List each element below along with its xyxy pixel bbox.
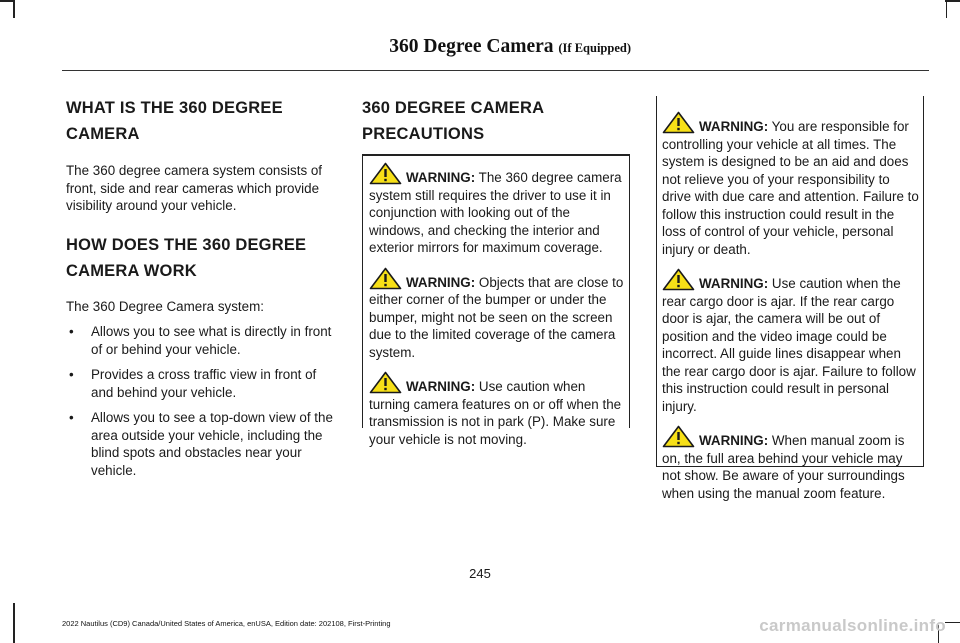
list-item-text: Allows you to see what is directly in front of or behind your vehicle. <box>91 324 332 357</box>
crop-mark <box>13 603 15 643</box>
page-title-sub: (If Equipped) <box>558 41 631 55</box>
warning-keyword: WARNING: <box>699 276 769 291</box>
bullet-icon: • <box>69 410 74 425</box>
warning-text: You are responsible for controlling your vehicle at all times. The system is designed to be an aid and does not relieve you of your responsibility to drive with due care and attention. Failure to follow this instruction could result in the loss of control of your vehicle, personal injury or death. <box>662 119 919 257</box>
page-title-main: 360 Degree Camera <box>389 36 554 57</box>
section-heading-precautions <box>362 96 632 146</box>
warning-triangle-icon <box>369 371 402 394</box>
page-number: 245 <box>469 566 491 581</box>
warning-box-right <box>656 96 924 501</box>
warning-block <box>662 425 920 502</box>
bullet-icon: • <box>69 367 74 382</box>
warning-text: When manual zoom is on, the full area behind your vehicle may not show. Be aware of your surroundings when using the manual zoom feature. <box>662 433 905 501</box>
crop-mark <box>946 0 948 18</box>
header-rule <box>62 70 929 71</box>
page-title <box>0 36 960 58</box>
warning-block <box>369 162 626 257</box>
warning-text: Use caution when the rear cargo door is ajar. If the rear cargo door is ajar, the camera will be out of position and the video image could be incorrect. All guide lines disappear when the rear cargo door is ajar. Failure to follow this instruction could result in personal injury. <box>662 276 916 414</box>
left-column <box>66 96 338 479</box>
warning-keyword: WARNING: <box>406 379 476 394</box>
feature-list <box>66 323 338 479</box>
warning-triangle-icon <box>662 425 695 448</box>
heading-line: HOW DOES THE 360 DEGREE <box>66 235 307 254</box>
warning-triangle-icon <box>369 162 402 185</box>
edition-info: 2022 Nautilus (CD9) Canada/United States of America, enUSA, Edition date: 202108, First-Printing <box>62 619 391 628</box>
list-item <box>66 366 338 401</box>
bullet-icon: • <box>69 324 74 339</box>
crop-mark <box>945 0 960 2</box>
warning-box-middle <box>362 154 630 447</box>
heading-line: PRECAUTIONS <box>362 125 485 143</box>
list-item <box>66 323 338 358</box>
warning-block <box>662 111 920 258</box>
warning-triangle-icon <box>369 267 402 290</box>
warning-keyword: WARNING: <box>699 119 769 134</box>
list-item <box>66 409 338 479</box>
warning-triangle-icon <box>662 268 695 291</box>
heading-line: CAMERA <box>66 125 140 143</box>
heading-line: 360 DEGREE CAMERA <box>362 99 545 117</box>
crop-mark <box>945 622 960 624</box>
heading-line: CAMERA WORK <box>66 261 197 280</box>
warning-block <box>662 268 920 415</box>
list-item-text: Allows you to see a top-down view of the area outside your vehicle, including the blind spots and obstacles near your vehicle. <box>91 410 333 478</box>
warning-text: Use caution when turning camera features on or off when the transmission is not in park (P). Make sure your vehicle is not moving. <box>369 379 622 447</box>
box-top-border <box>363 154 629 156</box>
section-heading-how-does <box>66 233 338 283</box>
warning-keyword: WARNING: <box>406 170 476 185</box>
warning-block <box>369 371 626 448</box>
heading-line: WHAT IS THE 360 DEGREE <box>66 99 283 117</box>
list-item-text: Provides a cross traffic view in front of and behind your vehicle. <box>91 367 317 400</box>
warning-block <box>369 267 626 362</box>
crop-mark <box>13 0 15 18</box>
warning-triangle-icon <box>662 111 695 134</box>
intro-paragraph: The 360 degree camera system consists of front, side and rear cameras which provide visibility around your vehicle. <box>66 163 323 213</box>
warning-keyword: WARNING: <box>406 274 476 290</box>
section-heading-what-is <box>66 96 338 146</box>
watermark: carmanualsonline.info <box>759 616 946 635</box>
system-label: The 360 Degree Camera system: <box>66 298 264 314</box>
warning-text: The 360 degree camera system still requires the driver to use it in conjunction with looking out of the windows, and checking the interior and exterior mirrors for maximum coverage. <box>369 170 622 255</box>
warning-text: Objects that are close to either corner of the bumper or under the bumper, might not be seen on the screen due to the limited coverage of the camera system. <box>369 274 624 360</box>
warning-keyword: WARNING: <box>699 433 769 448</box>
middle-column <box>362 96 632 146</box>
